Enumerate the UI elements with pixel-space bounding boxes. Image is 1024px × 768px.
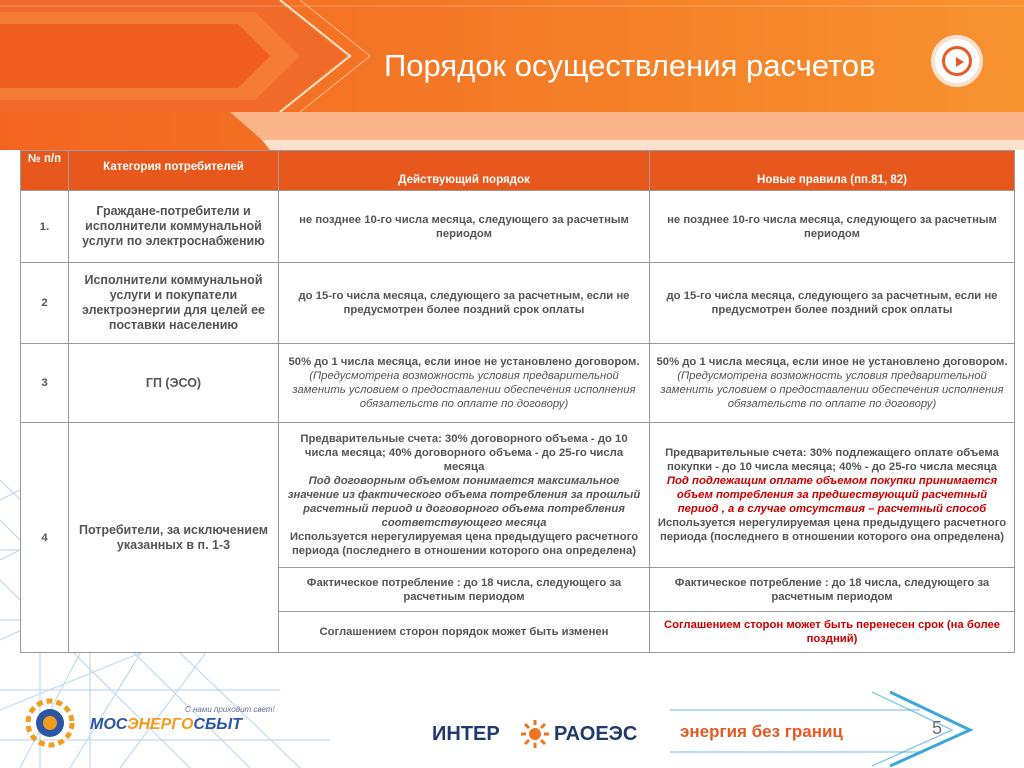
row-num: 2 — [21, 263, 69, 344]
inter-right-text: РАОЕЭС — [554, 723, 638, 745]
table-row — [21, 344, 1015, 423]
row-new: Соглашением сторон может быть перенесен срок (на более поздний) — [650, 612, 1015, 653]
row-num: 1. — [21, 191, 69, 263]
mes-tagline: С нами приходит свет! — [185, 705, 275, 714]
row-new: Фактическое потребление : до 18 числа, следующего за расчетным периодом — [650, 568, 1015, 612]
header-new: Новые правила (пп.81, 82) — [650, 151, 1015, 191]
table-row — [21, 191, 1015, 263]
row-current: Соглашением сторон порядок может быть изменен — [279, 612, 650, 653]
row-category: Потребители, за исключением указанных в п. 1-3 — [69, 423, 279, 653]
row-current-note: (Предусмотрена возможность условия предварительной заменить условием о предоставлении обеспечения исполнения обязательств по оплате по договору) — [292, 370, 636, 410]
row-new: до 15-го числа месяца, следующего за расчетным, если не предусмотрен более поздний срок оплаты — [650, 263, 1015, 344]
row-category: ГП (ЭСО) — [69, 344, 279, 423]
row-new-main: 50% до 1 числа месяца, если иное не установлено договором. — [656, 356, 1008, 368]
row-current: до 15-го числа месяца, следующего за расчетным, если не предусмотрен более поздний срок оплаты — [279, 263, 650, 344]
row-num: 4 — [21, 423, 69, 653]
row-current: Фактическое потребление : до 18 числа, следующего за расчетным периодом — [279, 568, 650, 612]
play-icon — [942, 46, 972, 76]
slogan: энергия без границ — [680, 722, 843, 741]
slide-title: Порядок осуществления расчетов — [384, 48, 876, 83]
table-header-row — [21, 151, 1015, 191]
row-num: 3 — [21, 344, 69, 423]
row-category: Исполнители коммунальной услуги и покупатели электроэнергии для целей ее поставки населению — [69, 263, 279, 344]
table-row — [21, 423, 1015, 568]
row-current — [279, 423, 650, 568]
row-new — [650, 344, 1015, 423]
header-category: Категория потребителей — [69, 151, 279, 191]
row-new-c: Используется нерегулируемая цена предыдущего расчетного периода (последнего в отношении которого она определена) — [657, 517, 1007, 543]
page-number: 5 — [932, 718, 943, 738]
row-current-main: 50% до 1 числа месяца, если иное не установлено договором. — [288, 356, 640, 368]
row-new: не позднее 10-го числа месяца, следующего за расчетным периодом — [650, 191, 1015, 263]
settlement-table — [20, 150, 1014, 653]
row-current — [279, 344, 650, 423]
mes-name-b: ЭНЕРГО — [126, 716, 194, 733]
header-current: Действующий порядок — [279, 151, 650, 191]
row-current-c: Используется нерегулируемая цена предыдущего расчетного периода (последнего в отношении которого она определена) — [289, 531, 639, 557]
header-num: № п/п — [21, 151, 69, 191]
mes-name-c: СБЫТ — [193, 716, 243, 733]
row-category: Граждане-потребители и исполнители коммунальной услуги по электроснабжению — [69, 191, 279, 263]
mes-name-a: МОС — [90, 716, 127, 733]
row-new-a: Предварительные счета: 30% подлежащего оплате объема покупки - до 10 числа месяца; 40% - до 25-го числа месяца — [665, 447, 999, 473]
row-new-b: Под подлежащим оплате объемом покупки принимается объем потребления за предшествующий расчетный период , а в случае отсутствия – расчетный способ — [666, 475, 998, 515]
mes-name — [90, 716, 242, 734]
play-button[interactable] — [931, 35, 983, 87]
table-row — [21, 263, 1015, 344]
row-new — [650, 423, 1015, 568]
header-banner — [0, 0, 1024, 150]
sun-icon — [520, 719, 550, 749]
inter-left-text: ИНТЕР — [432, 723, 500, 745]
row-current: не позднее 10-го числа месяца, следующего за расчетным периодом — [279, 191, 650, 263]
row-current-b: Под договорным объемом понимается максимальное значение из фактического объема потребления за прошлый расчетный период и договорного объема потребления соответствующего месяца — [287, 475, 641, 529]
row-new-note: (Предусмотрена возможность условия предварительной заменить условием о предоставлении обеспечения исполнения обязательств по оплате по договору) — [660, 370, 1004, 410]
row-current-a: Предварительные счета: 30% договорного объема - до 10 числа месяца; 40% договорного объема - до 25-го числа месяца — [300, 433, 628, 473]
